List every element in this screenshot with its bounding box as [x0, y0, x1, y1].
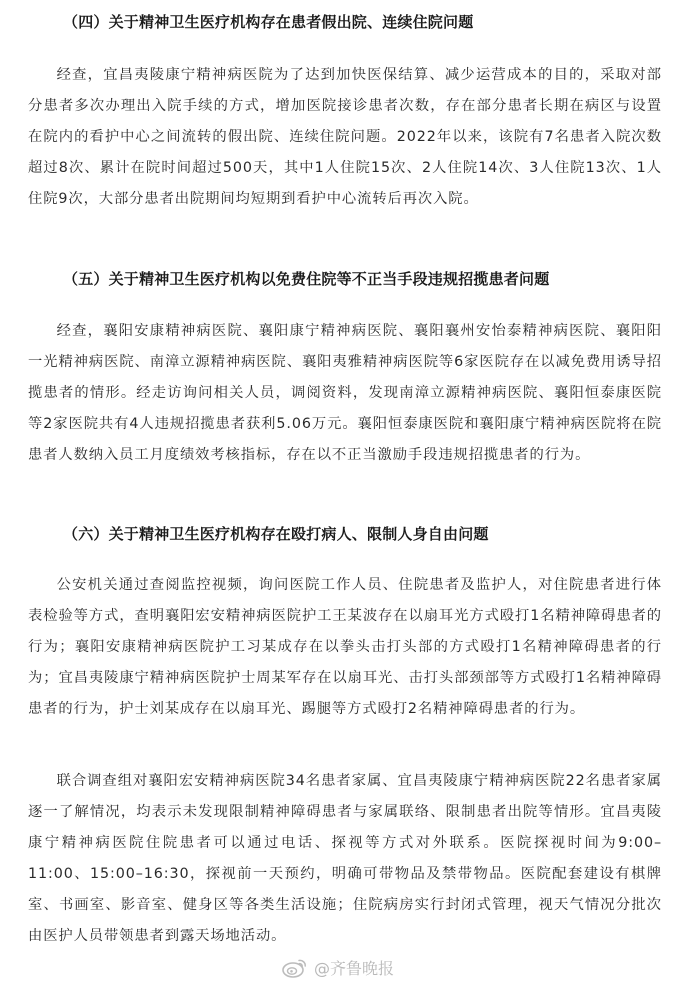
- section-4-paragraph-1: 经查，宜昌夷陵康宁精神病医院为了达到加快医保结算、减少运营成本的目的，采取对部分患者多次办理出入院手续的方式，增加医院接诊患者次数，存在部分患者长期在病区与设置在院内的看护中心之间流转的假出院、连续住院问题。2022年以来，该院有7名患者入院次数超过8次、累计在院时间超过500天，其中1人住院15次、2人住院14次、3人住院13次、1人住院9次，大部分患者出院期间均短期到看护中心流转后再次入院。: [28, 67, 662, 207]
- section-6-paragraph-1: 公安机关通过查阅监控视频，询问医院工作人员、住院患者及监护人，对住院患者进行体表检验等方式，查明襄阳宏安精神病医院护工王某波存在以扇耳光方式殴打1名精神障碍患者的行为；襄阳安康精神病医院护工习某成存在以拳头击打头部的方式殴打1名精神障碍患者的行为；宜昌夷陵康宁精神病医院护士周某军存在以扇耳光、击打头部颈部等方式殴打1名精神障碍患者的行为，护士刘某成存在以扇耳光、踢腿等方式殴打2名精神障碍患者的行为。: [28, 577, 662, 717]
- section-5-body: [28, 316, 662, 471]
- section-6-paragraph-2: 联合调查组对襄阳宏安精神病医院34名患者家属、宜昌夷陵康宁精神病医院22名患者家属逐一了解情况，均表示未发现限制精神障碍患者与家属联络、限制患者出院等情形。宜昌夷陵康宁精神病医院住院患者可以通过电话、探视等方式对外联系。医院探视时间为9:00–11:00、15:00–16:30，探视前一天预约，明确可带物品及禁带物品。医院配套建设有棋牌室、书画室、影音室、健身区等各类生活设施；住院病房实行封闭式管理，视天气情况分批次由医护人员带领患者到露天场地活动。: [28, 773, 662, 944]
- section-5-heading: （五）关于精神卫生医疗机构以免费住院等不正当手段违规招揽患者问题: [63, 270, 550, 288]
- section-6-body-2: [28, 766, 662, 952]
- section-6-body-1: [28, 570, 662, 725]
- section-6-heading: （六）关于精神卫生医疗机构存在殴打病人、限制人身自由问题: [63, 525, 489, 543]
- weibo-logo-icon: [282, 956, 308, 978]
- section-4-body: [28, 60, 662, 215]
- section-4-heading: （四）关于精神卫生医疗机构存在患者假出院、连续住院问题: [63, 13, 474, 31]
- watermark: [282, 954, 394, 980]
- section-5-paragraph-1: 经查，襄阳安康精神病医院、襄阳康宁精神病医院、襄阳襄州安怡泰精神病医院、襄阳阳一光精神病医院、南漳立源精神病医院、襄阳夷雅精神病医院等6家医院存在以减免费用诱导招揽患者的情形。经走访询问相关人员，调阅资料，发现南漳立源精神病医院、襄阳恒泰康医院等2家医院共有4人违规招揽患者获利5.06万元。襄阳恒泰康医院和襄阳康宁精神病医院将在院患者人数纳入员工月度绩效考核指标，存在以不正当激励手段违规招揽患者的行为。: [28, 323, 662, 463]
- watermark-text: @齐鲁晚报: [314, 958, 395, 978]
